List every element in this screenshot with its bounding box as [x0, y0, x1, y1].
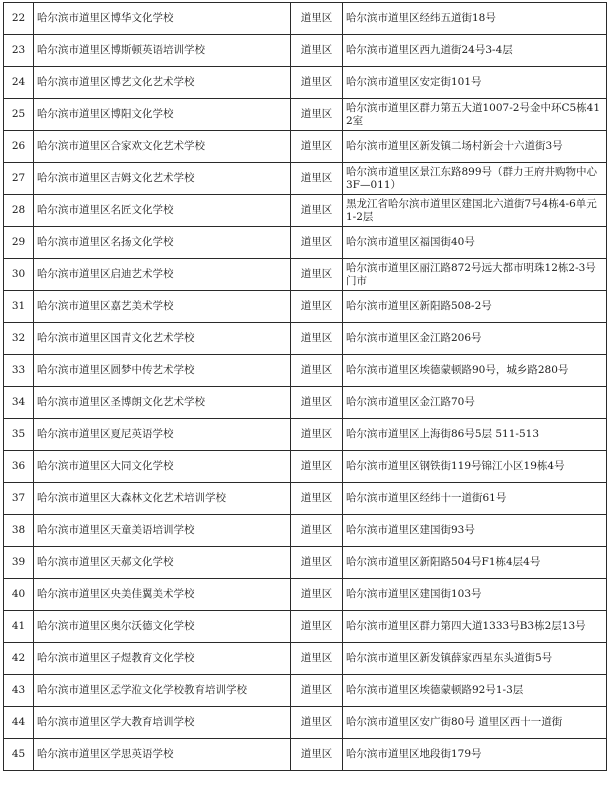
district: 道里区 [291, 675, 343, 707]
table-row [4, 355, 607, 387]
table-row [4, 675, 607, 707]
table-row [4, 3, 607, 35]
district: 道里区 [291, 3, 343, 35]
address: 哈尔滨市道里区丽江路872号远大都市明珠12栋2-3号门市 [343, 259, 607, 291]
district: 道里区 [291, 387, 343, 419]
school-name: 哈尔滨市道里区大同文化学校 [34, 451, 291, 483]
row-number: 45 [4, 739, 34, 771]
district: 道里区 [291, 67, 343, 99]
table-row [4, 483, 607, 515]
district: 道里区 [291, 323, 343, 355]
schools-table [3, 2, 607, 771]
district: 道里区 [291, 611, 343, 643]
address: 哈尔滨市道里区经纬五道街18号 [343, 3, 607, 35]
table-row [4, 131, 607, 163]
table-row [4, 611, 607, 643]
row-number: 30 [4, 259, 34, 291]
address: 哈尔滨市道里区新阳路508-2号 [343, 291, 607, 323]
table-body [4, 3, 607, 771]
table-row [4, 163, 607, 195]
address: 哈尔滨市道里区建国街103号 [343, 579, 607, 611]
row-number: 34 [4, 387, 34, 419]
district: 道里区 [291, 483, 343, 515]
row-number: 27 [4, 163, 34, 195]
table-row [4, 227, 607, 259]
school-name: 哈尔滨市道里区奥尔沃德文化学校 [34, 611, 291, 643]
address: 哈尔滨市道里区安定街101号 [343, 67, 607, 99]
school-name: 哈尔滨市道里区圆梦中传艺术学校 [34, 355, 291, 387]
district: 道里区 [291, 451, 343, 483]
district: 道里区 [291, 291, 343, 323]
row-number: 42 [4, 643, 34, 675]
table-row [4, 67, 607, 99]
row-number: 40 [4, 579, 34, 611]
row-number: 24 [4, 67, 34, 99]
address: 哈尔滨市道里区金江路70号 [343, 387, 607, 419]
row-number: 38 [4, 515, 34, 547]
row-number: 32 [4, 323, 34, 355]
school-name: 哈尔滨市道里区吉姆文化艺术学校 [34, 163, 291, 195]
table-row [4, 291, 607, 323]
row-number: 33 [4, 355, 34, 387]
district: 道里区 [291, 35, 343, 67]
address: 哈尔滨市道里区埃德蒙顿路90号，城乡路280号 [343, 355, 607, 387]
school-name: 哈尔滨市道里区孞学涖文化学校教育培训学校 [34, 675, 291, 707]
table-row [4, 323, 607, 355]
row-number: 44 [4, 707, 34, 739]
district: 道里区 [291, 355, 343, 387]
school-name: 哈尔滨市道里区央美佳翼美术学校 [34, 579, 291, 611]
table-row [4, 451, 607, 483]
school-name: 哈尔滨市道里区学大教育培训学校 [34, 707, 291, 739]
school-name: 哈尔滨市道里区嘉艺美术学校 [34, 291, 291, 323]
school-name: 哈尔滨市道里区博艺文化艺术学校 [34, 67, 291, 99]
school-name: 哈尔滨市道里区天郝文化学校 [34, 547, 291, 579]
school-name: 哈尔滨市道里区名匠文化学校 [34, 195, 291, 227]
table-row [4, 35, 607, 67]
address: 黑龙江省哈尔滨市道里区建国北六道街7号4栋4-6单元1-2层 [343, 195, 607, 227]
row-number: 39 [4, 547, 34, 579]
address: 哈尔滨市道里区地段街179号 [343, 739, 607, 771]
school-name: 哈尔滨市道里区夏尼英语学校 [34, 419, 291, 451]
school-name: 哈尔滨市道里区子煜教育文化学校 [34, 643, 291, 675]
district: 道里区 [291, 99, 343, 131]
row-number: 29 [4, 227, 34, 259]
school-name: 哈尔滨市道里区圣博朗文化艺术学校 [34, 387, 291, 419]
address: 哈尔滨市道里区安广街80号 道里区西十一道街 [343, 707, 607, 739]
address: 哈尔滨市道里区新发镇二场村新会十六道街3号 [343, 131, 607, 163]
row-number: 26 [4, 131, 34, 163]
table-row [4, 515, 607, 547]
address: 哈尔滨市道里区埃德蒙顿路92号1-3层 [343, 675, 607, 707]
table-row [4, 707, 607, 739]
table-row [4, 579, 607, 611]
district: 道里区 [291, 643, 343, 675]
school-name: 哈尔滨市道里区启迪艺术学校 [34, 259, 291, 291]
row-number: 23 [4, 35, 34, 67]
table-row [4, 387, 607, 419]
address: 哈尔滨市道里区群力第五大道1007-2号金中环C5栋412室 [343, 99, 607, 131]
district: 道里区 [291, 579, 343, 611]
address: 哈尔滨市道里区新发镇薛家西星东头道街5号 [343, 643, 607, 675]
row-number: 28 [4, 195, 34, 227]
address: 哈尔滨市道里区西九道街24号3-4层 [343, 35, 607, 67]
school-name: 哈尔滨市道里区博斯顿英语培训学校 [34, 35, 291, 67]
district: 道里区 [291, 419, 343, 451]
school-name: 哈尔滨市道里区天童美语培训学校 [34, 515, 291, 547]
district: 道里区 [291, 163, 343, 195]
table-row [4, 419, 607, 451]
district: 道里区 [291, 739, 343, 771]
address: 哈尔滨市道里区新阳路504号F1栋4层4号 [343, 547, 607, 579]
address: 哈尔滨市道里区福国街40号 [343, 227, 607, 259]
school-name: 哈尔滨市道里区博阳文化学校 [34, 99, 291, 131]
district: 道里区 [291, 547, 343, 579]
row-number: 43 [4, 675, 34, 707]
address: 哈尔滨市道里区经纬十一道街61号 [343, 483, 607, 515]
table-row [4, 195, 607, 227]
district: 道里区 [291, 195, 343, 227]
row-number: 36 [4, 451, 34, 483]
district: 道里区 [291, 515, 343, 547]
school-name: 哈尔滨市道里区国青文化艺术学校 [34, 323, 291, 355]
address: 哈尔滨市道里区金江路206号 [343, 323, 607, 355]
table-row [4, 259, 607, 291]
table-row [4, 739, 607, 771]
row-number: 35 [4, 419, 34, 451]
row-number: 31 [4, 291, 34, 323]
address: 哈尔滨市道里区建国街93号 [343, 515, 607, 547]
row-number: 22 [4, 3, 34, 35]
school-name: 哈尔滨市道里区博华文化学校 [34, 3, 291, 35]
school-name: 哈尔滨市道里区学思英语学校 [34, 739, 291, 771]
table-row [4, 547, 607, 579]
school-name: 哈尔滨市道里区名扬文化学校 [34, 227, 291, 259]
table-row [4, 99, 607, 131]
row-number: 37 [4, 483, 34, 515]
district: 道里区 [291, 259, 343, 291]
address: 哈尔滨市道里区景江东路899号（群力王府井购物中心3F—011） [343, 163, 607, 195]
row-number: 25 [4, 99, 34, 131]
row-number: 41 [4, 611, 34, 643]
table-row [4, 643, 607, 675]
district: 道里区 [291, 131, 343, 163]
district: 道里区 [291, 707, 343, 739]
district: 道里区 [291, 227, 343, 259]
address: 哈尔滨市道里区上海街86号5层 511-513 [343, 419, 607, 451]
school-name: 哈尔滨市道里区合家欢文化艺术学校 [34, 131, 291, 163]
address: 哈尔滨市道里区钢铁街119号锦江小区19栋4号 [343, 451, 607, 483]
address: 哈尔滨市道里区群力第四大道1333号B3栋2层13号 [343, 611, 607, 643]
school-name: 哈尔滨市道里区大森林文化艺术培训学校 [34, 483, 291, 515]
